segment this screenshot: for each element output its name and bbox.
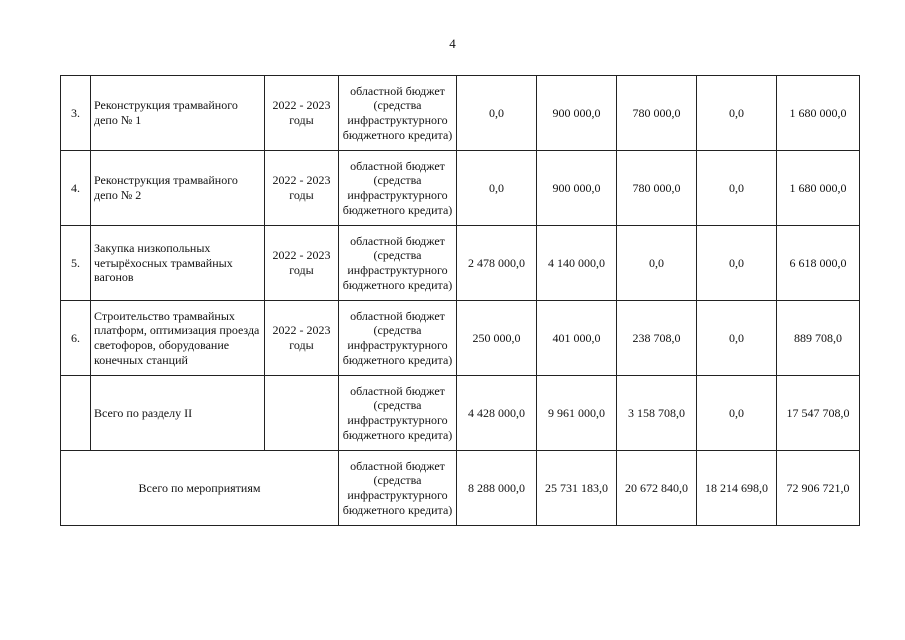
- table-row: [61, 226, 860, 301]
- row-value-2021: 0,0: [457, 76, 537, 151]
- row-funding-source: областной бюджет (средства инфраструктурного бюджетного кредита): [339, 226, 457, 301]
- row-value-total: 6 618 000,0: [777, 226, 860, 301]
- section-total-value-2024: 0,0: [697, 376, 777, 451]
- grand-total-label: Всего по мероприятиям: [61, 451, 339, 526]
- row-value-2021: 250 000,0: [457, 301, 537, 376]
- row-value-total: 1 680 000,0: [777, 76, 860, 151]
- row-value-2021: 2 478 000,0: [457, 226, 537, 301]
- row-value-total: 1 680 000,0: [777, 151, 860, 226]
- grand-total-value-2024: 18 214 698,0: [697, 451, 777, 526]
- row-value-2023: 0,0: [617, 226, 697, 301]
- row-number: 4.: [61, 151, 91, 226]
- section-total-number-cell: [61, 376, 91, 451]
- row-value-2021: 0,0: [457, 151, 537, 226]
- row-value-2022: 900 000,0: [537, 76, 617, 151]
- section-total-funding-source: областной бюджет (средства инфраструктурного бюджетного кредита): [339, 376, 457, 451]
- grand-total-value-total: 72 906 721,0: [777, 451, 860, 526]
- section-total-years-cell: [265, 376, 339, 451]
- table-row: [61, 301, 860, 376]
- row-value-2024: 0,0: [697, 151, 777, 226]
- row-funding-source: областной бюджет (средства инфраструктурного бюджетного кредита): [339, 301, 457, 376]
- row-value-2024: 0,0: [697, 301, 777, 376]
- grand-total-funding-source: областной бюджет (средства инфраструктурного бюджетного кредита): [339, 451, 457, 526]
- section-total-value-total: 17 547 708,0: [777, 376, 860, 451]
- row-value-2022: 401 000,0: [537, 301, 617, 376]
- table-body: [61, 76, 860, 526]
- row-value-2024: 0,0: [697, 226, 777, 301]
- row-years: 2022 - 2023 годы: [265, 226, 339, 301]
- section-total-value-2021: 4 428 000,0: [457, 376, 537, 451]
- row-name: Строительство трамвайных платформ, оптимизация проезда светофоров, оборудование конечных станций: [91, 301, 265, 376]
- grand-total-value-2023: 20 672 840,0: [617, 451, 697, 526]
- row-funding-source: областной бюджет (средства инфраструктурного бюджетного кредита): [339, 76, 457, 151]
- grand-total-value-2022: 25 731 183,0: [537, 451, 617, 526]
- row-number: 5.: [61, 226, 91, 301]
- grand-total-value-2021: 8 288 000,0: [457, 451, 537, 526]
- row-funding-source: областной бюджет (средства инфраструктурного бюджетного кредита): [339, 151, 457, 226]
- row-number: 6.: [61, 301, 91, 376]
- page-number: 4: [449, 36, 456, 51]
- section-total-label: Всего по разделу II: [91, 376, 265, 451]
- row-value-2024: 0,0: [697, 76, 777, 151]
- row-value-total: 889 708,0: [777, 301, 860, 376]
- row-name: Реконструкция трамвайного депо № 1: [91, 76, 265, 151]
- budget-table: [60, 75, 860, 526]
- row-years: 2022 - 2023 годы: [265, 151, 339, 226]
- table-row: [61, 76, 860, 151]
- row-name: Закупка низкопольных четырёхосных трамвайных вагонов: [91, 226, 265, 301]
- row-years: 2022 - 2023 годы: [265, 76, 339, 151]
- row-value-2023: 780 000,0: [617, 151, 697, 226]
- section-total-value-2022: 9 961 000,0: [537, 376, 617, 451]
- row-name: Реконструкция трамвайного депо № 2: [91, 151, 265, 226]
- row-value-2022: 4 140 000,0: [537, 226, 617, 301]
- grand-total-row: [61, 451, 860, 526]
- row-number: 3.: [61, 76, 91, 151]
- row-value-2023: 238 708,0: [617, 301, 697, 376]
- row-value-2023: 780 000,0: [617, 76, 697, 151]
- table-row: [61, 151, 860, 226]
- row-years: 2022 - 2023 годы: [265, 301, 339, 376]
- row-value-2022: 900 000,0: [537, 151, 617, 226]
- section-total-value-2023: 3 158 708,0: [617, 376, 697, 451]
- section-total-row: [61, 376, 860, 451]
